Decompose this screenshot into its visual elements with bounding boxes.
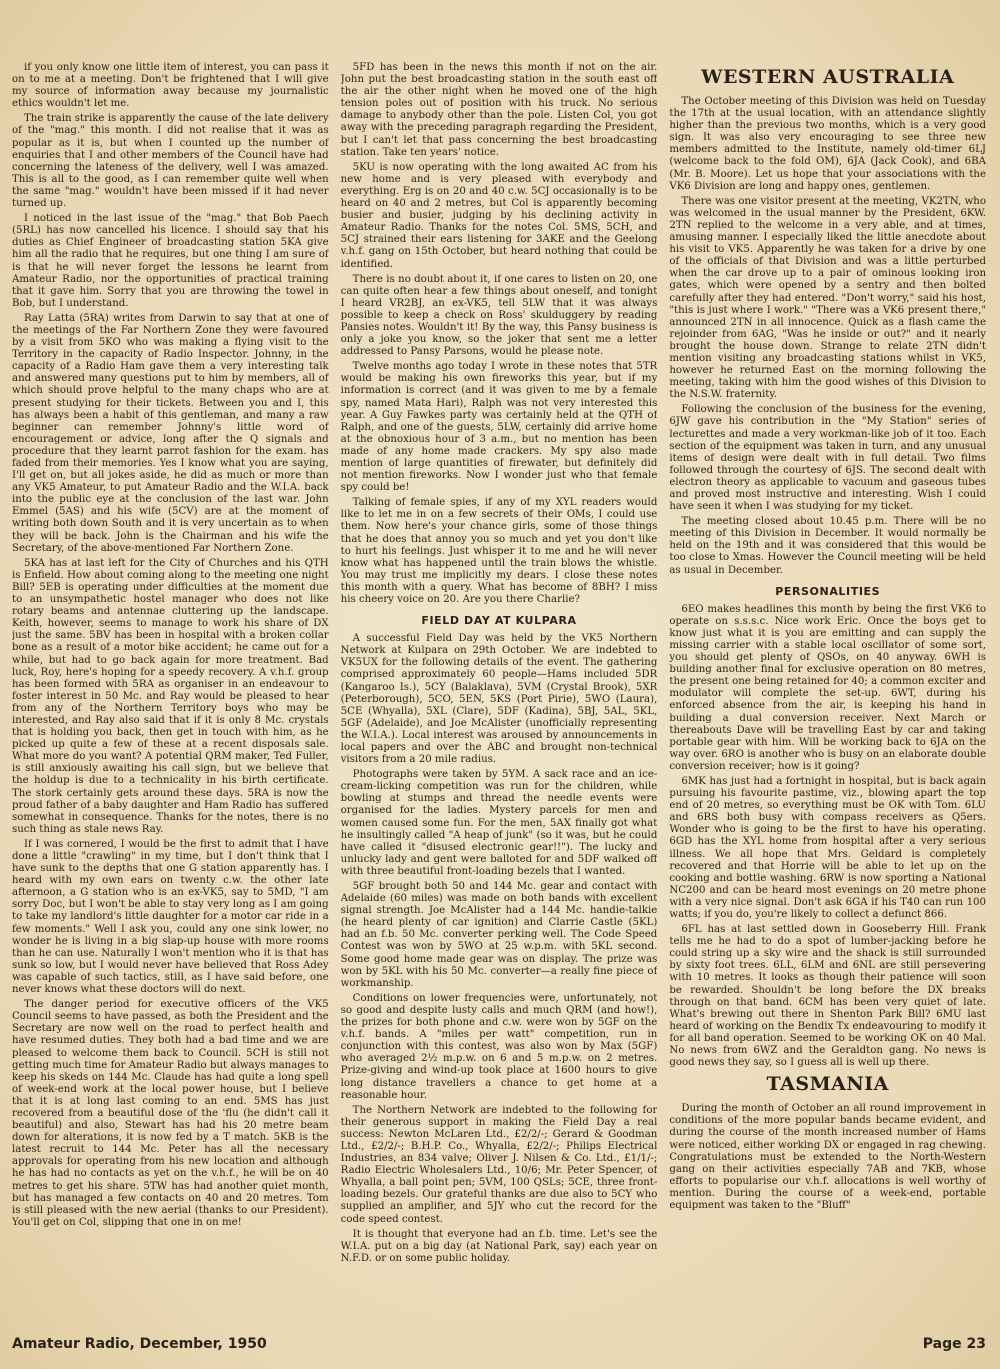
paragraph: If I was cornered, I would be the first to admit that I have done a little "crawling" in my time, but I don't think that I have sunk to the depths that one G station apparently has. I heard with my own ears on twenty c.w. the other late afternoon, a G station who is an ex-VK5, say to 5MD, "I am sorry Doc, but I won't be able to stay very long as I am going to take my landlord's little daughter for a motor car ride in a few moments." Well I ask you, could any one sink lower, no wonder he is living in a big slap-up house with more rooms than he can use. Naturally I won't mention who it is that has sunk so low, but I would never have believed that Ross Adey was capable of such tactics, still, as I have said before, one never knows what these doctors will do next.: [12, 838, 329, 996]
paragraph: Following the conclusion of the business for the evening, 6JW gave his contribution in the "My Station" series of lecturettes and made a very workman-like job of it too. Each section of the equipment was taken in turn, and any unusual items of design were dealt with in full detail. Two films followed through the courtesy of 6JS. The second dealt with electron theory as applicable to vacuum and gaseous tubes and proved most instructive and interesting. Wish I could have seen it when I was studying for my ticket.: [669, 404, 986, 513]
paragraph: The October meeting of this Division was held on Tuesday the 17th at the usual location, with an attendance slightly higher than the previous two months, which is a very good sign. It was also very encouraging to see three new members admitted to the Institute, namely old-timer 6LJ (welcome back to the fold OM), 6JA (Jack Cook), and 6BA (Mr. B. Moore). Let us hope that your associations with the VK6 Division are long and happy ones, gentlemen.: [669, 96, 986, 192]
column-middle: [341, 62, 658, 1327]
paragraph: 5FD has been in the news this month if not on the air. John put the best broadcasting station in the south east off the air the other night when he moved one of the high tension poles out of position with his truck. No serious damage to anybody other than the pole. Listen Col, you got away with the preceding paragraph regarding the President, but I can't let that pass concerning the best broadcasting station. Take ten years' notice.: [340, 62, 658, 158]
paragraph: The train strike is apparently the cause of the late delivery of the "mag." this month. I did not realise that it was as popular as it is, but when I counted up the number of enquiries that I and other members of the Council have had concerning the lateness of the delivery, well I was amazed. This is all to the good, as I can remember quite well when the same "mag." wouldn't have been missed if it had never turned up.: [12, 113, 329, 210]
heading-tasmania: TASMANIA: [766, 1073, 889, 1096]
text-columns: [12, 62, 986, 1327]
paragraph: Talking of female spies, if any of my XYL readers would like to let me in on a few secrets of their OMs, I could use them. Now here's your chance girls, some of those things that he does that annoy you so much and yet you don't like to hurt his feelings. Just whisper it to me and he will never know what has happened until the train blows the whistle. You may trust me implicitly my dears. I close these notes this month with a query. What has become of 8BH? I miss his cheery voice on 20. Are you there Charlie?: [340, 497, 658, 606]
paragraph: 6FL has at last settled down in Gooseberry Hill. Frank tells me he had to do a spot of lumber-jacking before he could string up a sky wire and the shack is still surrounded by sixty foot trees. 6LL, 6LM and 6NL are still persevering with 10 metres. It looks as though their patience will soon be rewarded. Shouldn't be long before the DX breaks through on that band. 6CM has been very quiet of late. What's brewing out there in Shenton Park Bill? 6MU last heard of working on the Bendix Tx endeavouring to modify it for all band operation. Seemed to be working OK on 40 Mal. No news from 6WZ and the Geraldton gang. No news is good news they say, so I guess all is well up there.: [669, 924, 986, 1069]
paragraph: There was one visitor present at the meeting, VK2TN, who was welcomed in the usual manner by the President, 6KW. 2TN replied to the welcome in a very able, and at times, amusing manner. I especially liked the little anecdote about his visit to VK5. Apparently he was taken for a drive by one of the officials of that Division and was a little perturbed when the car drove up to a pair of ominous looking iron gates, which were opened by a sentry and then bolted carefully after they had entered. "Don't worry," said his host, "this is just where I work." "There was a VK6 present there," announced 2TN in all innocence. Quick as a flash came the rejoinder from 6AG, "Was he inside or out?" and it nearly brought the house down. Strange to relate 2TN didn't mention visiting any broadcasting stations whilst in VK5, however he returned East on the morning following the meeting, taking with him the good wishes of this Division to the N.S.W. fraternity.: [669, 195, 986, 401]
paragraph: 6EO makes headlines this month by being the first VK6 to operate on s.s.s.c. Nice work Eric. Once the boys get to know just what it is you are emitting and can supply the missing carrier with a stable local oscillator of some sort, you should get plenty of QSOs, on 40 anyway. 6WH is building another final for exclusive operation on 80 metres, the present one being retained for 40; a common exciter and modulator will complete the set-up. 6WT, during his enforced absence from the air, is keeping his hand in building a dual conversion receiver. Next March or thereabouts Dave will be travelling East by car and taking portable gear with him. Will be working back to 6JA on the way over. 6RO is another who is busy on an elaborate double conversion receiver; how is it going?: [669, 603, 986, 772]
column-left: [12, 62, 329, 1327]
paragraph: 6MK has just had a fortnight in hospital, but is back again pursuing his favourite pastime, viz., blowing apart the top end of 20 metres, so everything must be OK with Tom. 6LU and 6RS both busy with compass receivers as Q5ers. Wonder who is going to be the first to have his operating. 6GD has the XYL home from hospital after a very serious illness. We all hope that Mrs. Geldard is completely recovered and that Horrie will be able to let up on the cooking and bottle washing. 6RW is now sporting a National NC200 and can be heard most evenings on 20 metre phone with a very nice signal. Don't ask 6GA if his T40 can run 100 watts; if you do, you're likely to collect a defunct 866.: [669, 775, 986, 920]
heading-western-australia: WESTERN AUSTRALIA: [701, 66, 955, 88]
footer-publication: Amateur Radio, December, 1950: [12, 1336, 267, 1352]
paragraph: The Northern Network are indebted to the following for their generous support in making the Field Day a real success: Newton McLaren Ltd., £2/2/-; Gerard & Goodman Ltd., £2/2/-; B.H.P. Co., Whyalla, £2/2/-; Philips Electrical Industries, an 834 valve; Oliver J. Nilsen & Co. Ltd., £1/1/-; Radio Electric Wholesalers Ltd., 10/6; Mr. Peter Spencer, of Whyalla, a ball point pen; 5VM, 100 QSLs; 5CE, three front-loading bezels. Our grateful thanks are due also to 5CY who supplied an amplifier, and 5JY who cut the record for the code speed contest.: [340, 1104, 658, 1225]
paragraph: Twelve months ago today I wrote in these notes that 5TR would be making his own fireworks this year, but if my information is correct (and it was given to me by a female spy, named Mata Hari), Ralph was not very interested this year. A Guy Fawkes party was certainly held at the QTH of Ralph, and one of the guests, 5LW, certainly did arrive home at the obnoxious hour of 3 a.m., but no mention has been made of any home made crackers. My spy also made mention of large quantities of firewater, but definitely did not mention fireworks. Now I wonder just who that female spy could be!: [340, 361, 658, 494]
paragraph: The danger period for executive officers of the VK5 Council seems to have passed, as both the President and the Secretary are now well on the road to perfect health and have resumed duties. They both had a bad time and we are pleased to welcome them back to Council. 5CH is still not getting much time for Amateur Radio but always manages to keep his skeds on 144 Mc. Claude has had quite a long spell of week-end work at the local power house, but I believe that it is at long last coming to an end. 5MS has just recovered from a beautiful dose of the 'flu (he didn't call it beautiful) and also, Stewart has had his 20 metre beam down for alterations, it is now fed by a T match. 5KB is the latest recruit to 144 Mc. Peter has all the necessary approvals for operating from his new location and although he has had no contacts as yet on the v.h.f., he will be on 40 metres to get his share. 5TW has had another quiet month, but has managed a few contacts on 40 and 20 metres. Tom is still pleased with the new aerial (thanks to our President). You'll get on Col, slipping that one in on me!: [12, 999, 329, 1228]
paragraph: 5KA has at last left for the City of Churches and his QTH is Enfield. How about coming along to the meeting one night Bill? 5EB is operating under difficulties at the moment due to an unsympathetic hostel manager who does not like rotary beams and antennae cluttering up the landscape. Keith, however, seems to manage to work his share of DX just the same. 5BV has been in hospital with a broken collar bone as a result of a motor bike accident; he came out for a while, but had to go back again for more treatment. Bad luck, Roy, here's hoping for a speedy recovery. A v.h.f. group has been formed with 5RA as organiser in an endeavour to foster interest in 50 Mc. and Ray would be pleased to hear from any of the Northern Territory boys who may be interested, and Ray also said that if it is only 8 Mc. crystals that is holding you back, then get in touch with him, as he picked up quite a few of these at a recent disposals sale. What more do you want? A potential QRM maker, Ted Fuller, is still anxiously awaiting his call sign, but we believe that the holdup is due to a technicality in his birth certificate. The stork certainly gets around these days. 5RA is now the proud father of a baby daughter and Ham Radio has suffered somewhat in consequence. Thanks for the notes, there is no such thing as stale news Ray.: [12, 557, 329, 835]
paragraph: It is thought that everyone had an f.b. time. Let's see the W.I.A. put on a big day (at National Park, say) each year on N.F.D. or on some public holiday.: [340, 1228, 658, 1264]
paragraph: Photographs were taken by 5YM. A sack race and an ice-cream-licking competition was run for the children, while bowling at stumps and thread the needle events were organised for the ladies. Mystery parcels for men and women caused some fun. For the men, 5AX finally got what he insultingly called "A heap of junk" (so it was, but he could have called it "disused electronic gear!!"). The lucky and unlucky lady and gent were balloted for and 5DF walked off with three beautiful front-loading bezels that I wanted.: [340, 769, 658, 877]
paragraph: 5KU is now operating with the long awaited AC from his new home and is very pleased with everybody and everything. Erg is on 20 and 40 c.w. 5CJ occasionally is to be heard on 40 and 2 metres, but Col is apparently becoming busier and busier, judging by his declining activity in Amateur Radio. Thanks for the notes Col. 5MS, 5CH, and 5CJ strained their ears listening for 3AKE and the Geelong v.h.f. gang on 15th October, but heard nothing that could be identified.: [340, 161, 658, 270]
paragraph: Conditions on lower frequencies were, unfortunately, not so good and despite lusty calls and much QRM (and how!), the prizes for both phone and c.w. were won by 5GF on the v.h.f. bands. A "miles per watt" competition, run in conjunction with this contest, was also won by Max (5GF) who averaged 2½ m.p.w. on 6 and 5 m.p.w. on 2 metres. Prize-giving and wind-up took place at 1600 hours to give long distance travellers a chance to get home at a reasonable hour.: [340, 992, 658, 1101]
paragraph: I noticed in the last issue of the "mag." that Bob Paech (5RL) has now cancelled his licence. I should say that his duties as Chief Engineer of broadcasting station 5KA give him all the radio that he requires, but one thing I am sure of is that he will never forget the lessons he learnt from Amateur Radio, nor the opportunities of practical training that it gave him. Sorry that you are throwing the towel in Bob, but I understand.: [12, 213, 329, 309]
page-footer: [12, 1336, 986, 1352]
paragraph: During the month of October an all round improvement in conditions of the more popular bands became evident, and during the course of the month increased number of Hams were noticed, either working DX or engaged in rag chewing. Congratulations must be extended to the North-Western gang on their activities especially 7AB and 7KB, whose efforts to popularise our v.h.f. allocations is well worthy of mention. During the course of a week-end, portable equipment was taken to the "Bluff": [669, 1103, 986, 1211]
paragraph: The meeting closed about 10.45 p.m. There will be no meeting of this Division in December. It would normally be held on the 19th and it was considered that this would be too close to Xmas. However the Council meeting will be held as usual in December.: [669, 516, 986, 576]
paragraph: Ray Latta (5RA) writes from Darwin to say that at one of the meetings of the Far Northern Zone they were favoured by a visit from 5KO who was making a flying visit to the Territory in the capacity of Radio Inspector. Johnny, in the capacity of a Radio Ham gave them a very interesting talk and answered many questions put to him by members, all of which should prove helpful to the many chaps who are at present studying for their tickets. Between you and I, this has always been a habit of this gentleman, and many a raw beginner can remember Johnny's little word of encouragement or advice, long after the Q signals and procedure that they learnt parrot fashion for the exam. has faded from their memories. Yes I know what you are saying, I'll get on, but all jokes aside, he did as much or more than any VK5 Amateur, to put Amateur Radio and the W.I.A. back into the public eye at the conclusion of the last war. John Emmel (5AS) and his wife (5CV) are at the moment of writing both down South and it is very uncertain as to when they will be back. John is the Chairman and his wife the Secretary, of the above-mentioned Far Northern Zone.: [12, 312, 329, 554]
subheading-personalities: PERSONALITIES: [775, 584, 881, 598]
paragraph: A successful Field Day was held by the VK5 Northern Network at Kulpara on 29th October. We are indebted to VK5UX for the following details of the event. The gathering comprised approximately 60 people—Hams included 5DR (Kangaroo Is.), 5CY (Balaklava), 5VM (Crystal Brook), 5XR (Peterborough), 5CO, 5EN, 5KS (Port Pirie), 5WO (Laura), 5CE (Whyalla), 5XL (Clare), 5DF (Kadina), 5BJ, 5AL, 5KL, 5GF (Adelaide), and Joe McAlister (unofficially representing the W.I.A.). Local interest was aroused by announcements in local papers and over the ABC and brought non-technical visitors from a 20 mile radius.: [340, 633, 658, 766]
paragraph: if you only know one little item of interest, you can pass it on to me at a meeting. Don't be frightened that I will give my source of information away because my journalistic ethics wouldn't let me.: [12, 62, 329, 110]
column-right: [669, 62, 986, 1327]
paragraph: There is no doubt about it, if one cares to listen on 20, one can quite often hear a few things about oneself, and tonight I heard VR2BJ, an ex-VK5, tell 5LW that it was always possible to keep a check on Ross' skulduggery by reading Pansies notes. Wouldn't it! By the way, this Pansy business is only a joke you know, so the joker that sent me a letter addressed to Pansy Parsons, would he please note.: [340, 273, 658, 358]
section-heading-field-day: FIELD DAY AT KULPARA: [421, 614, 577, 628]
footer-page-number: Page 23: [922, 1336, 986, 1352]
paragraph: 5GF brought both 50 and 144 Mc. gear and contact with Adelaide (60 miles) was made on both bands with excellent signal strength. Joe McAlister had a 144 Mc. handie-talkie (he heard plenty of car ignition) and Clarrie Castle (5KL) had an f.b. 50 Mc. converter perking well. The Code Speed Contest was won by 5WO at 25 w.p.m. with 5KL second. Some good home made gear was on display. The prize was won by 5KL with his 50 Mc. converter—a really fine piece of workmanship.: [340, 881, 658, 989]
